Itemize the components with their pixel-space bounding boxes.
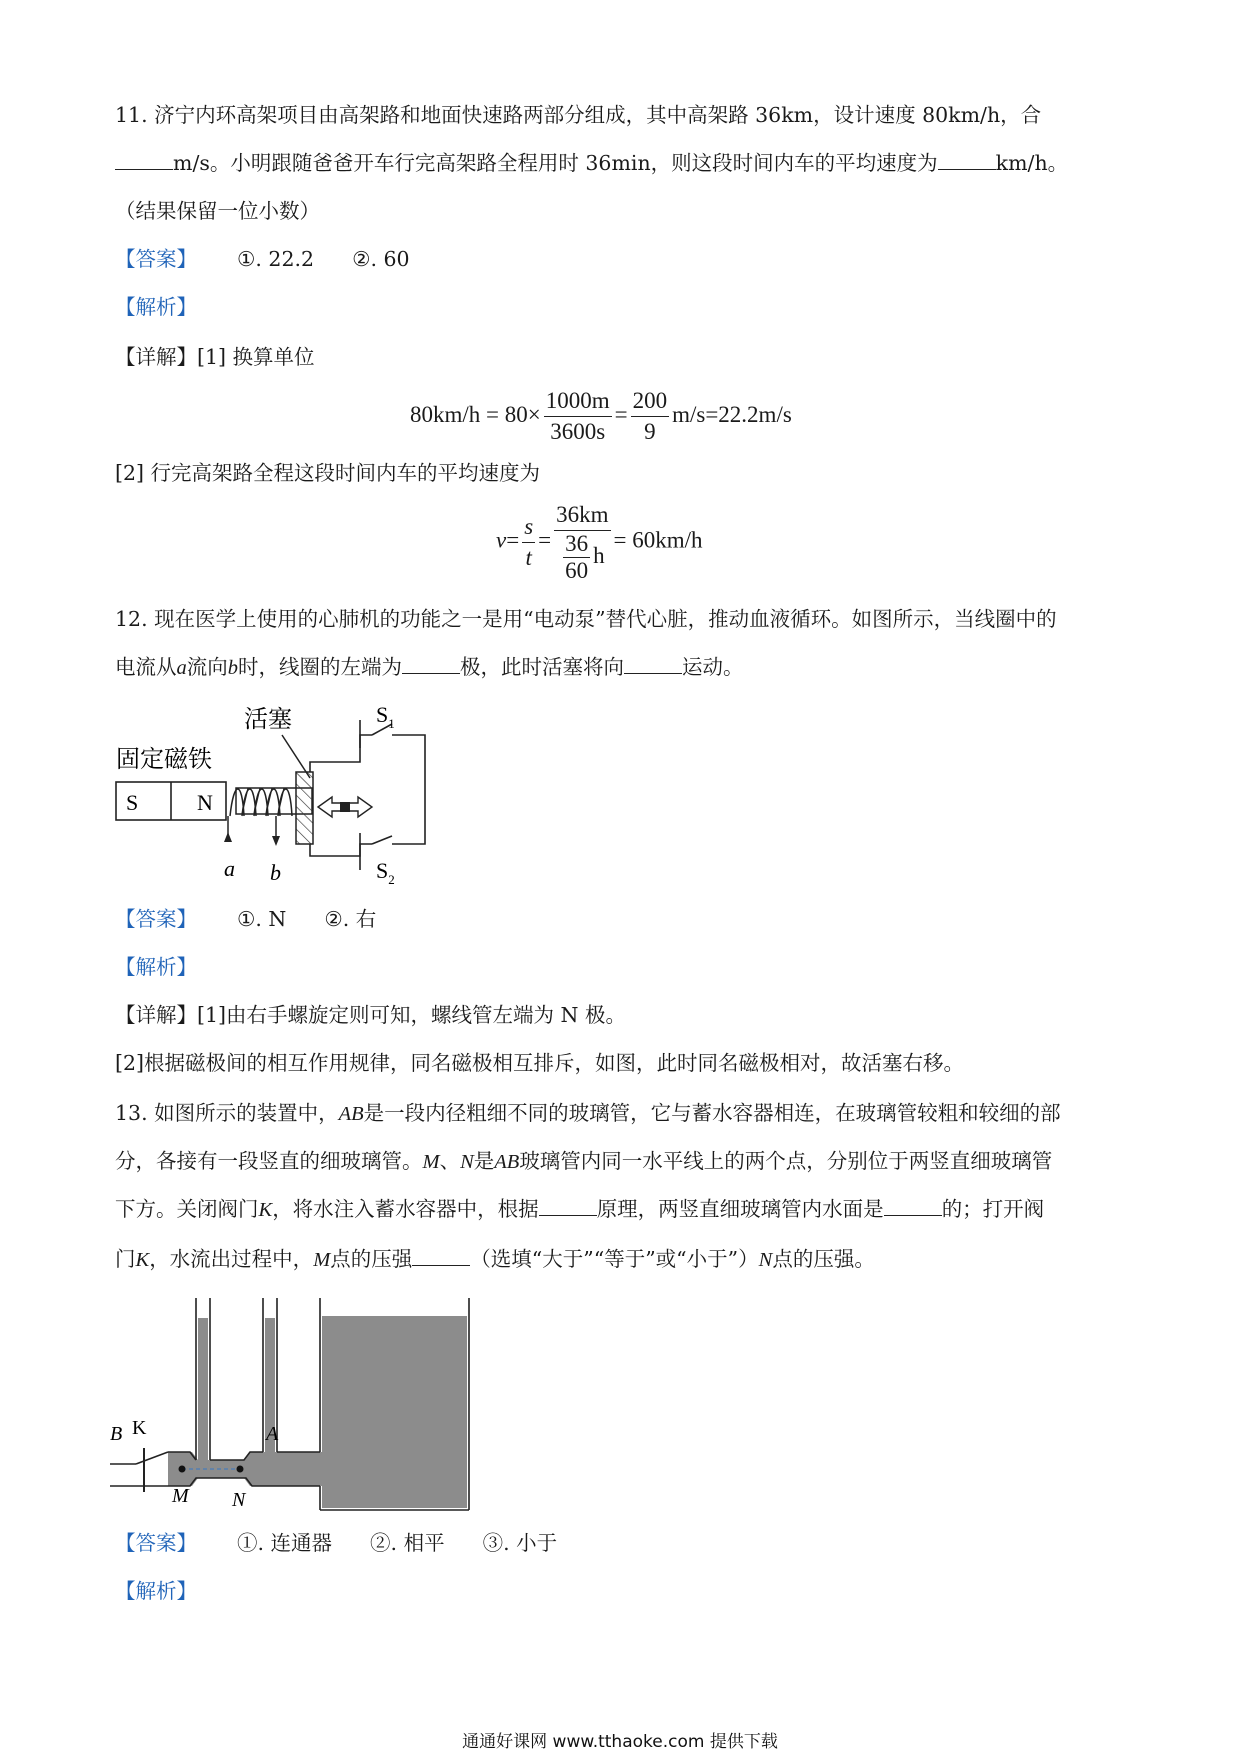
answer-tag: 【答案】 <box>115 907 197 931</box>
q13-stem-line-4: 门K，水流出过程中，M点的压强 （选填“大于”“等于”或“小于”）N点的压强。 <box>115 1247 875 1271</box>
answer-item: ②. 相平 <box>370 1531 445 1555</box>
answer-item: ②. 右 <box>324 907 377 931</box>
q11-blank-2[interactable] <box>938 149 996 170</box>
answer-item: ②. 60 <box>352 247 410 271</box>
switch-s1-label: $S_1$ <box>376 702 395 731</box>
label-m: M <box>172 1485 189 1507</box>
answer-item: ①. 22.2 <box>237 247 315 271</box>
q11-equation-2: v= $\frac{s}{t}$ = 36km $\frac{36}{60}$ h = 60km/h <box>496 502 703 583</box>
q13-analysis-tag: 【解析】 <box>115 1579 197 1603</box>
q11-equation-1: 80km/h = 80× $\frac{1000m}{3600s}$ = $\frac{200}{9}$ m/s=22.2m/s <box>410 386 792 447</box>
label-n: N <box>232 1489 246 1511</box>
piston-label: 活塞 <box>244 707 292 733</box>
q12-stem-line-1: 12. 现在医学上使用的心肺机的功能之一是用“电动泵”替代心脏，推动血液循环。如图所示，当线圈中的 <box>115 607 1057 631</box>
point-n <box>237 1466 244 1473</box>
q12-stem-line-2: 电流从a流向b时，线圈的左端为 极，此时活塞将向 运动。 <box>115 655 744 679</box>
connected-vessel-diagram <box>110 1288 480 1520</box>
fraction: $\frac{200}{9}$ <box>632 388 668 444</box>
arrow-up-icon <box>224 832 232 842</box>
magnet-s-pole: S <box>126 790 139 815</box>
q12-blank-1[interactable] <box>402 653 460 674</box>
q12-answer <box>115 904 376 934</box>
q13-stem-line-1: 13. 如图所示的装置中，AB是一段内径粗细不同的玻璃管，它与蓄水容器相连，在玻璃管较粗和较细的部 <box>115 1101 1061 1125</box>
fixed-magnet-label: 固定磁铁 <box>116 747 212 773</box>
fraction: $\frac{s}{t}$ <box>524 513 534 570</box>
fraction: 36km $\frac{36}{60}$ h <box>556 502 609 583</box>
q11-stem-line-3: （结果保留一位小数） <box>115 199 320 223</box>
q12-detail-2: [2]根据磁极间的相互作用规律，同名磁极相互排斥，如图，此时同名磁极相对，故活塞右移。 <box>115 1051 965 1075</box>
piston <box>296 772 313 844</box>
answer-item: ③. 小于 <box>482 1531 558 1555</box>
answer-tag: 【答案】 <box>115 247 197 271</box>
label-b: B <box>110 1423 123 1445</box>
q13-stem-line-2: 分，各接有一段竖直的细玻璃管。M、N是AB玻璃管内同一水平线上的两个点，分别位于两竖直细玻璃管 <box>115 1149 1053 1173</box>
q11-analysis-tag: 【解析】 <box>115 295 197 319</box>
q11-blank-1[interactable] <box>115 149 173 170</box>
answer-item: ①. 连通器 <box>237 1531 333 1555</box>
q11-detail-2: [2] 行完高架路全程这段时间内车的平均速度为 <box>115 461 541 485</box>
arrow-down-icon <box>272 836 280 846</box>
fraction: $\frac{1000m}{3600s}$ <box>545 388 610 444</box>
pump-chamber <box>310 720 425 870</box>
footer-download-note: 通通好课网 www.tthaoke.com 提供下载 <box>462 1732 778 1752</box>
q12-blank-2[interactable] <box>624 653 682 674</box>
q12-analysis-tag: 【解析】 <box>115 955 197 979</box>
label-a: A <box>266 1423 279 1445</box>
answer-item: ①. N <box>237 907 287 931</box>
switch-s2-label: $S_2$ <box>376 858 395 885</box>
q13-stem-line-3: 下方。关闭阀门K，将水注入蓄水容器中，根据 原理，两竖直细玻璃管内水面是 的；打开阀 <box>115 1197 1045 1221</box>
q13-blank-1[interactable] <box>539 1195 597 1216</box>
q13-answer <box>115 1528 557 1558</box>
q11-stem-line-1: 11. 济宁内环高架项目由高架路和地面快速路两部分组成，其中高架路 36km，设计速度 80km/h，合 <box>115 103 1042 127</box>
q11-stem-line-2: m/s。小明跟随爸爸开车行完高架路全程用时 36min，则这段时间内车的平均速度为 km/h。 <box>115 148 1068 178</box>
answer-tag: 【答案】 <box>115 1531 197 1555</box>
electric-pump-diagram <box>110 700 490 885</box>
label-b: b <box>270 860 281 885</box>
fraction: $\frac{36}{60}$ <box>565 531 589 583</box>
label-a: a <box>224 856 235 881</box>
q12-detail-1: 【详解】[1]由右手螺旋定则可知，螺线管左端为 N 极。 <box>115 1003 627 1027</box>
water-body <box>168 1316 467 1508</box>
magnet-n-pole: N <box>197 790 213 815</box>
q13-blank-3[interactable] <box>412 1245 470 1266</box>
label-k: K <box>132 1417 147 1439</box>
point-m <box>179 1466 186 1473</box>
q13-blank-2[interactable] <box>884 1195 942 1216</box>
double-arrow-icon <box>318 797 372 817</box>
q11-answer <box>115 244 410 274</box>
q11-detail-1: 【详解】[1] 换算单位 <box>115 345 315 369</box>
